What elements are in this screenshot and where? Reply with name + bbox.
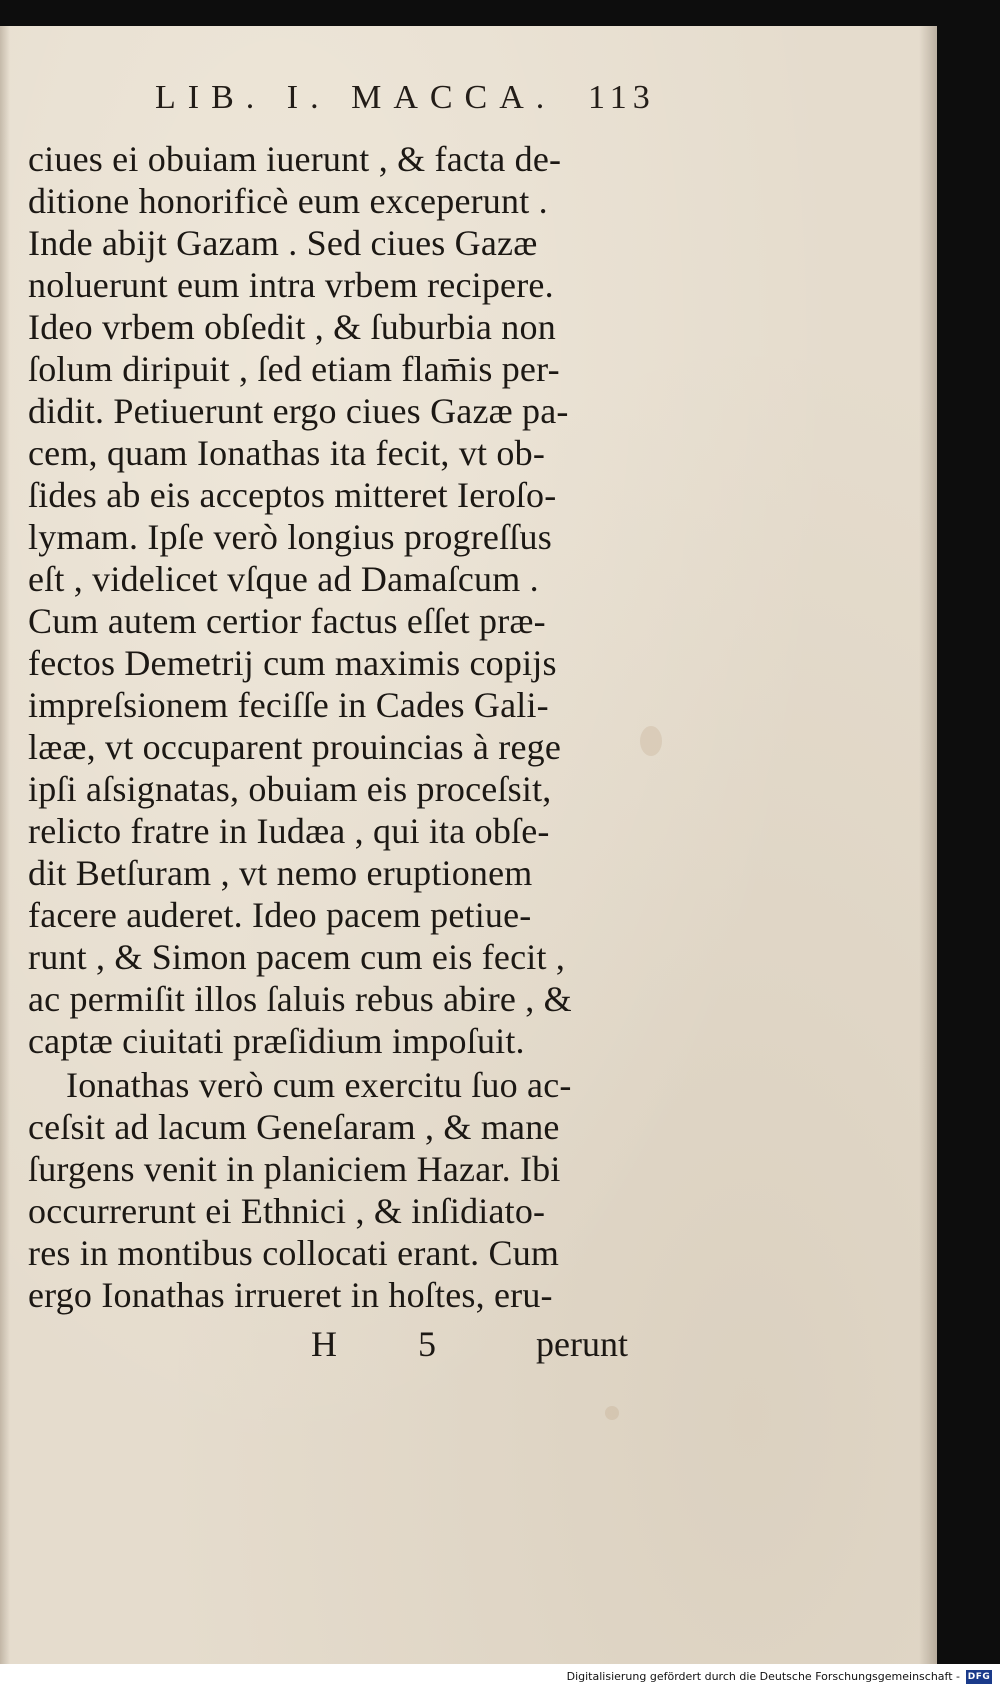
text-line: ciues ei obuiam iuerunt , & facta de- [28,139,562,179]
binding-edge [0,26,10,1664]
body-text [28,138,668,1316]
page-edge-shadow [919,26,937,1664]
running-head: LIB. I. MACCA. [155,79,557,116]
text-line: cem, quam Ionathas ita fecit, vt ob- [28,433,546,473]
text-line: runt , & Simon pacem cum eis fecit , [28,937,566,977]
text-line: ſolum diripuit , ſed etiam flam̄is per- [28,349,560,389]
footer-bar [0,1664,1000,1692]
text-line: lææ, vt occuparent prouincias à rege [28,727,562,767]
text-line: facere auderet. Ideo pacem petiue- [28,895,532,935]
text-line: eſt , videlicet vſque ad Damaſcum . [28,559,539,599]
page-number: 113 [588,79,656,116]
signature-mark: H 5 [311,1324,472,1364]
text-line: Cum autem certior factus eſſet præ- [28,601,546,641]
dfg-logo: DFG [967,1672,991,1682]
text-line: ceſsit ad lacum Geneſaram , & mane [28,1107,560,1147]
text-line: ſurgens venit in planiciem Hazar. Ibi [28,1149,561,1189]
text-line: relicto fratre in Iudæa , qui ita obſe- [28,811,550,851]
text-line: ditione honorificè eum exceperunt . [28,181,548,221]
text-line: ſides ab eis acceptos mitteret Ieroſo- [28,475,557,515]
text-line: fectos Demetrij cum maximis copijs [28,643,557,683]
paper-stain [605,1406,619,1420]
paragraph-first-line: Ionathas verò cum exercitu ſuo ac- [66,1065,572,1105]
text-line: dit Betſuram , vt nemo eruptionem [28,853,533,893]
text-line: ergo Ionathas irrueret in hoſtes, eru- [28,1275,553,1315]
funding-credit: Digitalisierung gefördert durch die Deutsche Forschungsgemeinschaft - [566,1670,960,1683]
text-line: ipſi aſsignatas, obuiam eis proceſsit, [28,769,552,809]
text-line: noluerunt eum intra vrbem recipere. [28,265,554,305]
text-line: Inde abijt Gazam . Sed ciues Gazæ [28,223,538,263]
text-line: impreſsionem feciſſe in Cades Gali- [28,685,549,725]
scanned-page [0,26,937,1664]
text-line: didit. Petiuerunt ergo ciues Gazæ pa- [28,391,569,431]
catchword: perunt [536,1324,628,1364]
catchline [28,1323,668,1365]
text-line: lymam. Ipſe verò longius progreſſus [28,517,552,557]
text-line: occurrerunt ei Ethnici , & inſidiato- [28,1191,546,1231]
text-line: Ideo vrbem obſedit , & ſuburbia non [28,307,556,347]
text-line: captæ ciuitati præſidium impoſuit. [28,1021,525,1061]
text-line: ac permiſit illos ſaluis rebus abire , & [28,979,572,1019]
text-line: res in montibus collocati erant. Cum [28,1233,560,1273]
